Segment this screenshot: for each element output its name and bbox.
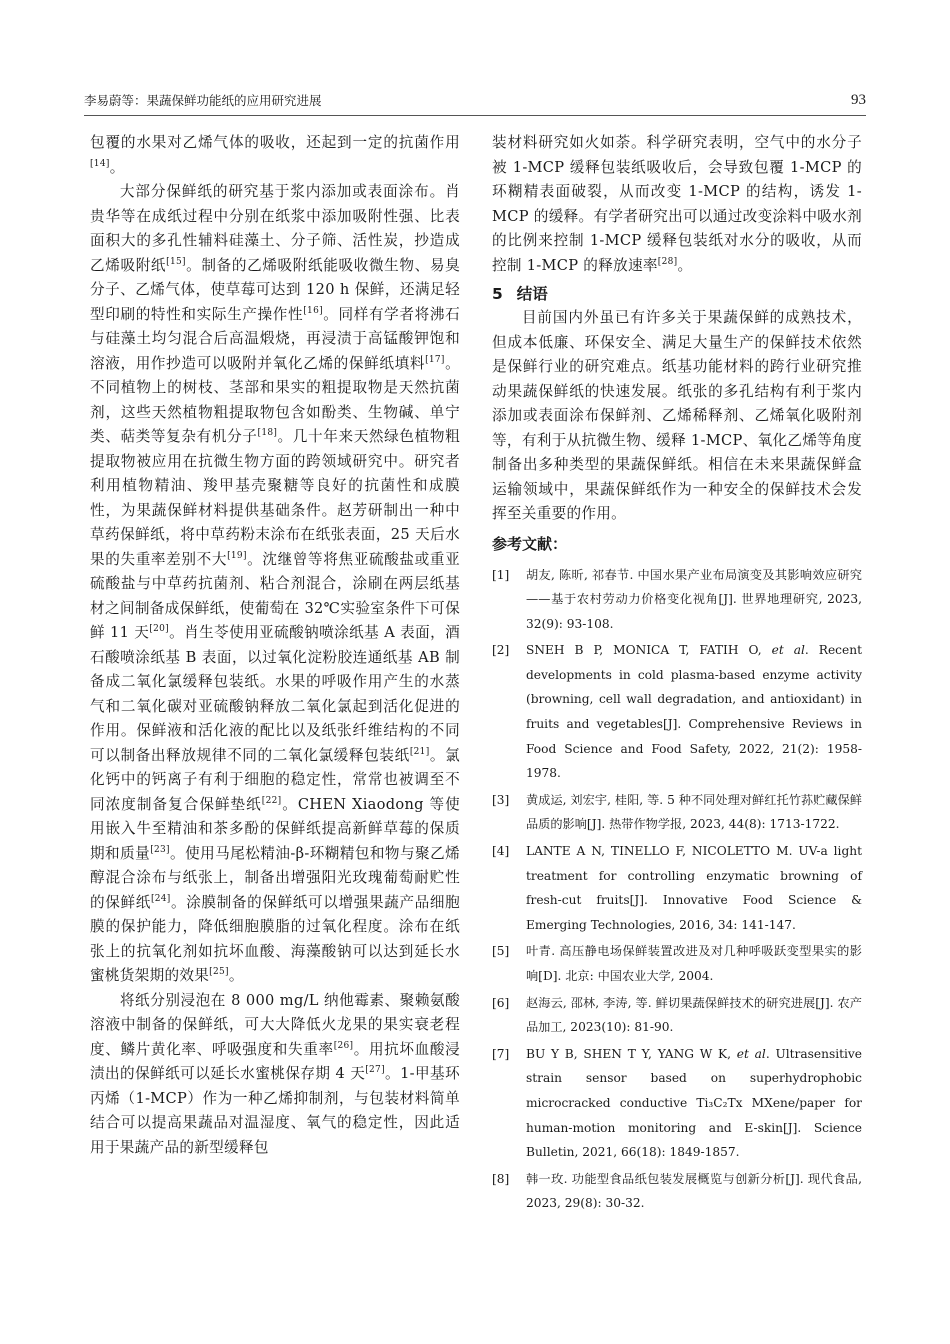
section-title: 结语 — [516, 285, 548, 303]
reference-item: [1] 胡友, 陈昕, 祁春节. 中国水果产业布局演变及其影响效应研究——基于农村劳动力价格变化视角[J]. 世界地理研究, 2023, 32(9): 93-108. — [492, 563, 862, 637]
references-heading: 参考文献： — [492, 534, 568, 553]
citation: [26] — [333, 1040, 354, 1051]
citation: [21] — [409, 746, 430, 757]
reference-number: [8] — [492, 1171, 510, 1186]
reference-number: [5] — [492, 944, 510, 959]
reference-item: [2] SNEH B P, MONICA T, FATIH O, et al. Recent developments in cold plasma-based enzyme activity (browning, cell wall degradation, and antioxidant) in fruits and vegetables[J]. Comprehensive Reviews in Food Science and Food Safety, 2022, 21(2): 1958-1978. — [492, 638, 862, 786]
citation: [14] — [90, 158, 110, 169]
running-header — [84, 93, 866, 116]
citation: [25] — [209, 967, 229, 978]
citation: [16] — [303, 305, 323, 316]
reference-number: [1] — [492, 567, 510, 582]
citation: [18] — [257, 428, 278, 439]
citation: [17] — [425, 354, 445, 365]
running-title: 李易蔚等：果蔬保鲜功能纸的应用研究进展 — [84, 93, 322, 108]
reference-number: [2] — [492, 643, 510, 658]
reference-item: [4] LANTE A N, TINELLO F, NICOLETTO M. UV-a light treatment for controlling enzymatic browning of fresh-cut fruits[J]. Innovative Food Science & Emerging Technologies, 2016, 34: 141-147. — [492, 839, 862, 937]
reference-number: [7] — [492, 1046, 510, 1061]
section-heading — [492, 283, 862, 305]
reference-item: [8] 韩一玫. 功能型食品纸包装发展概览与创新分析[J]. 现代食品, 2023, 29(8): 30-32. — [492, 1167, 862, 1216]
right-column — [492, 131, 862, 1218]
citation: [24] — [150, 893, 171, 904]
citation: [15] — [166, 256, 186, 267]
paragraph: 包覆的水果对乙烯气体的吸收，还起到一定的抗菌作用[14]。 — [90, 134, 460, 176]
citation: [19] — [227, 550, 247, 561]
citation: [27] — [365, 1065, 385, 1076]
reference-item: [7] BU Y B, SHEN T Y, YANG W K, et al. Ultrasensitive strain sensor based on superhydrophobic microcracked conductive Ti₃C₂Tx MXene/paper for human-motion monitoring and E-skin[J]. Science Bulletin, 2021, 66(18): 1849-1857. — [492, 1042, 862, 1165]
reference-number: [3] — [492, 792, 510, 807]
conclusion-paragraph: 目前国内外虽已有许多关于果蔬保鲜的成熟技术，但成本低廉、环保安全、满足大量生产的保鲜技术依然是保鲜行业的研究难点。纸基功能材料的跨行业研究推动果蔬保鲜纸的快速发展。纸张的多孔结构有利于浆内添加或表面涂布保鲜剂、乙烯稀释剂、乙烯氧化吸附剂等，有利于从抗微生物、缓释 1-MCP、氧化乙烯等角度制备出多种类型的果蔬保鲜纸。相信在未来果蔬保鲜盒运输领域中，果蔬保鲜纸作为一种安全的保鲜技术会发挥至关重要的作用。 — [492, 309, 862, 522]
citation: [28] — [657, 256, 678, 267]
left-column — [90, 131, 460, 1160]
reference-item: [5] 叶青. 高压静电场保鲜装置改进及对几种呼吸跃变型果实的影响[D]. 北京: 中国农业大学, 2004. — [492, 939, 862, 988]
paragraph: 将纸分别浸泡在 8 000 mg/L 纳他霉素、聚赖氨酸溶液中制备的保鲜纸，可大大降低火龙果的果实衰老程度、鳞片黄化率、呼吸强度和失重率[26]。用抗坏血酸浸渍出的保鲜纸可以延长水蜜桃保存期 4 天[27]。1-甲基环丙烯（1-MCP）作为一种乙烯抑制剂，与包装材料简单结合可以提高果蔬品对温湿度、氧气的稳定性，因此适用于果蔬产品的新型缓释包 — [90, 991, 460, 1156]
reference-item: [6] 赵海云, 邵林, 李涛, 等. 鲜切果蔬保鲜技术的研究进展[J]. 农产品加工, 2023(10): 81-90. — [492, 991, 862, 1040]
citation: [23] — [150, 844, 170, 855]
paragraph: 大部分保鲜纸的研究基于浆内添加或表面涂布。肖贵华等在成纸过程中分别在纸浆中添加吸附性强、比表面积大的多孔性辅料硅藻土、分子筛、活性炭，抄造成乙烯吸附纸[15]。制备的乙烯吸附纸能吸收微生物、易臭分子、乙烯气体，使草莓可达到 120 h 保鲜，还满足轻型印刷的特性和实际生产操作性[16]。同样有学者将沸石与硅藻土均匀混合后高温煅烧，再浸渍于高锰酸钾饱和溶液，用作抄造可以吸附并氧化乙烯的保鲜纸填料[17]。不同植物上的树枝、茎部和果实的粗提取物是天然抗菌剂，这些天然植物粗提取物包含如酚类、生物碱、单宁类、萜类等复杂有机分子[18]。几十年来天然绿色植物粗提取物被应用在抗微生物方面的跨领域研究中。研究者利用植物精油、羧甲基壳聚糖等良好的抗菌性和成膜性，为果蔬保鲜材料提供基础条件。赵芳研制出一种中草药保鲜纸，将中草药粉末涂布在纸张表面，25 天后水果的失重率差别不大[19]。沈继曾等将焦亚硫酸盐或重亚硫酸盐与中草药抗菌剂、粘合剂混合，涂刷在两层纸基材之间制备成保鲜纸，使葡萄在 32℃实验室条件下可保鲜 11 天[20]。肖生苓使用亚硫酸钠喷涂纸基 A 表面，酒石酸喷涂纸基 B 表面，以过氧化淀粉胶连通纸基 AB 制备成二氧化氯缓释包装纸。水果的呼吸作用产生的水蒸气和二氧化碳对亚硫酸钠释放二氧化氯起到活化促进的作用。保鲜液和活化液的配比以及纸张纤维结构的不同可以制备出释放规律不同的二氧化氯缓释包装纸[21]。氯化钙中的钙离子有利于细胞的稳定性，常常也被调至不同浓度制备复合保鲜垫纸[22]。CHEN Xiaodong 等使用嵌入牛至精油和茶多酚的保鲜纸提高新鲜草莓的保质期和质量[23]。使用马尾松精油-β-环糊精包和物与聚乙烯醇混合涂布与纸张上，制备出增强阳光玫瑰葡萄耐贮性的保鲜纸[24]。涂膜制备的保鲜纸可以增强果蔬产品细胞膜的保护能力，降低细胞膜脂的过氧化程度。涂布在纸张上的抗氧化剂如抗坏血酸、海藻酸钠可以达到延长水蜜桃货架期的效果[25]。 — [90, 183, 461, 984]
reference-list — [492, 563, 862, 1216]
paragraph: 装材料研究如火如荼。科学研究表明，空气中的水分子被 1-MCP 缓释包装纸吸收后，会导致包覆 1-MCP 的环糊精表面破裂，从而改变 1-MCP 的结构，诱发 1-MCP 的缓释。有学者研究出可以通过改变涂料中吸水剂的比例来控制 1-MCP 缓释包装纸对水分的吸收，从而控制 1-MCP 的释放速率[28]。 — [492, 134, 862, 274]
section-number: 5 — [492, 285, 503, 303]
citation: [22] — [261, 795, 282, 806]
citation: [20] — [149, 624, 169, 635]
reference-item: [3] 黄成运, 刘宏宇, 桂阳, 等. 5 种不同处理对鲜红托竹荪贮藏保鲜品质的影响[J]. 热带作物学报, 2023, 44(8): 1713-1722. — [492, 788, 862, 837]
reference-number: [4] — [492, 844, 510, 859]
page-number: 93 — [851, 92, 866, 108]
reference-number: [6] — [492, 995, 510, 1010]
